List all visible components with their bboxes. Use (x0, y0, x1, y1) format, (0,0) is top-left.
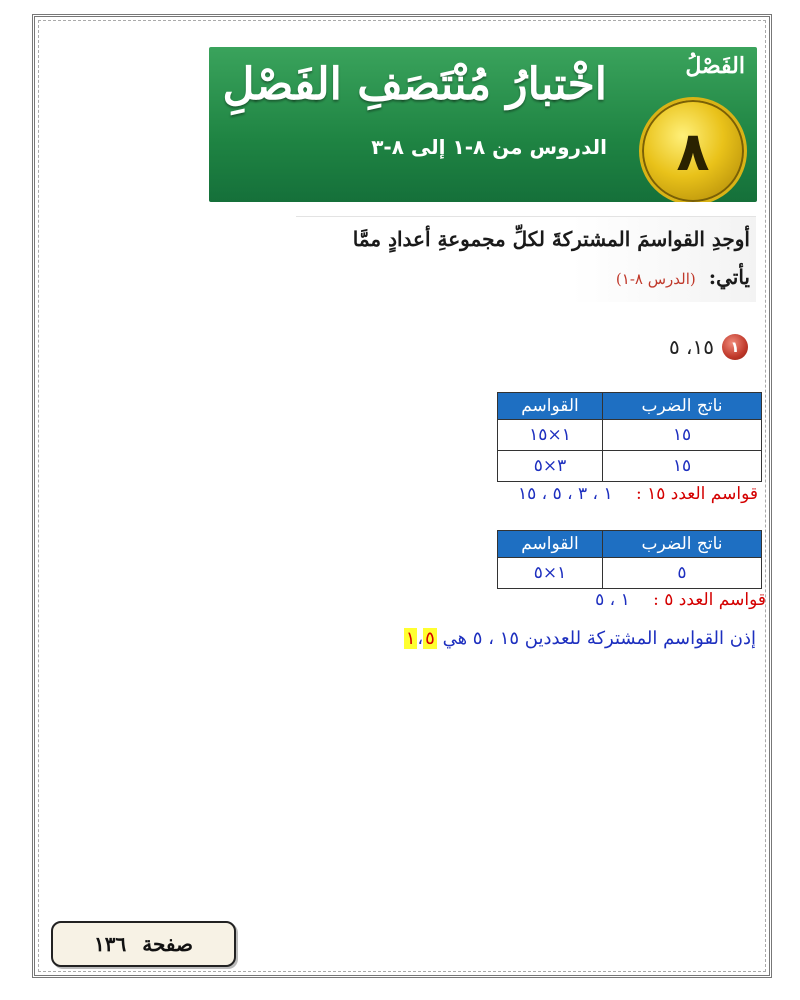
table-cell: ١٥ (603, 420, 762, 451)
table-row (498, 451, 762, 482)
chapter-title: اخْتبارُ مُنْتَصَفِ الفَصْلِ (222, 59, 607, 110)
chapter-subtitle: الدروس من ٨-١ إلى ٨-٣ (371, 135, 607, 159)
instructions-line2 (616, 265, 750, 289)
page-label: صفحة (142, 932, 193, 956)
table-header-row (498, 531, 762, 558)
factors-label: قواسم العدد ١٥ : (635, 484, 758, 504)
question-row (669, 334, 748, 360)
factors-values: ١ ، ٥ (595, 590, 630, 610)
chapter-number: ٨ (676, 119, 710, 183)
factor-table-15 (497, 392, 762, 482)
conclusion (404, 628, 756, 649)
factors-values: ١ ، ٣ ، ٥ ، ١٥ (518, 484, 613, 504)
question-number: ١ (722, 334, 748, 360)
table-row (498, 420, 762, 451)
chapter-banner (209, 47, 757, 202)
factor-table-5 (497, 530, 762, 589)
table-cell: ١×٥ (498, 558, 603, 589)
instructions-line2-text: يأتي: (708, 265, 750, 289)
page-number-box (51, 921, 236, 967)
table-cell: ١×١٥ (498, 420, 603, 451)
table-header: القواسم (498, 393, 603, 420)
answer-2: ٥ (425, 628, 435, 649)
table-cell: ٣×٥ (498, 451, 603, 482)
factors-of-5 (595, 590, 766, 610)
chapter-word: الفَصْلُ (685, 53, 745, 79)
instructions-line1: أوجدِ القواسمَ المشتركةَ لكلِّ مجموعةِ أعدادٍ ممَّا (352, 227, 750, 251)
table-header: ناتج الضرب (603, 531, 762, 558)
table-cell: ٥ (603, 558, 762, 589)
factors-label: قواسم العدد ٥ : (653, 590, 766, 610)
table-header-row (498, 393, 762, 420)
lesson-reference: (الدرس ٨-١) (615, 270, 696, 288)
factors-of-15 (518, 484, 758, 504)
table-cell: ١٥ (603, 451, 762, 482)
table-header: ناتج الضرب (603, 393, 762, 420)
instructions (296, 216, 756, 302)
answer-1: ١ (405, 628, 416, 649)
table-header: القواسم (498, 531, 603, 558)
chapter-badge (639, 97, 747, 202)
conclusion-text: إذن القواسم المشتركة للعددين ١٥ ، ٥ هي (442, 628, 756, 649)
question-text: ١٥، ٥ (668, 335, 714, 359)
table-row (498, 558, 762, 589)
page-number: ١٣٦ (94, 932, 127, 956)
answer-separator: ، (417, 628, 424, 649)
